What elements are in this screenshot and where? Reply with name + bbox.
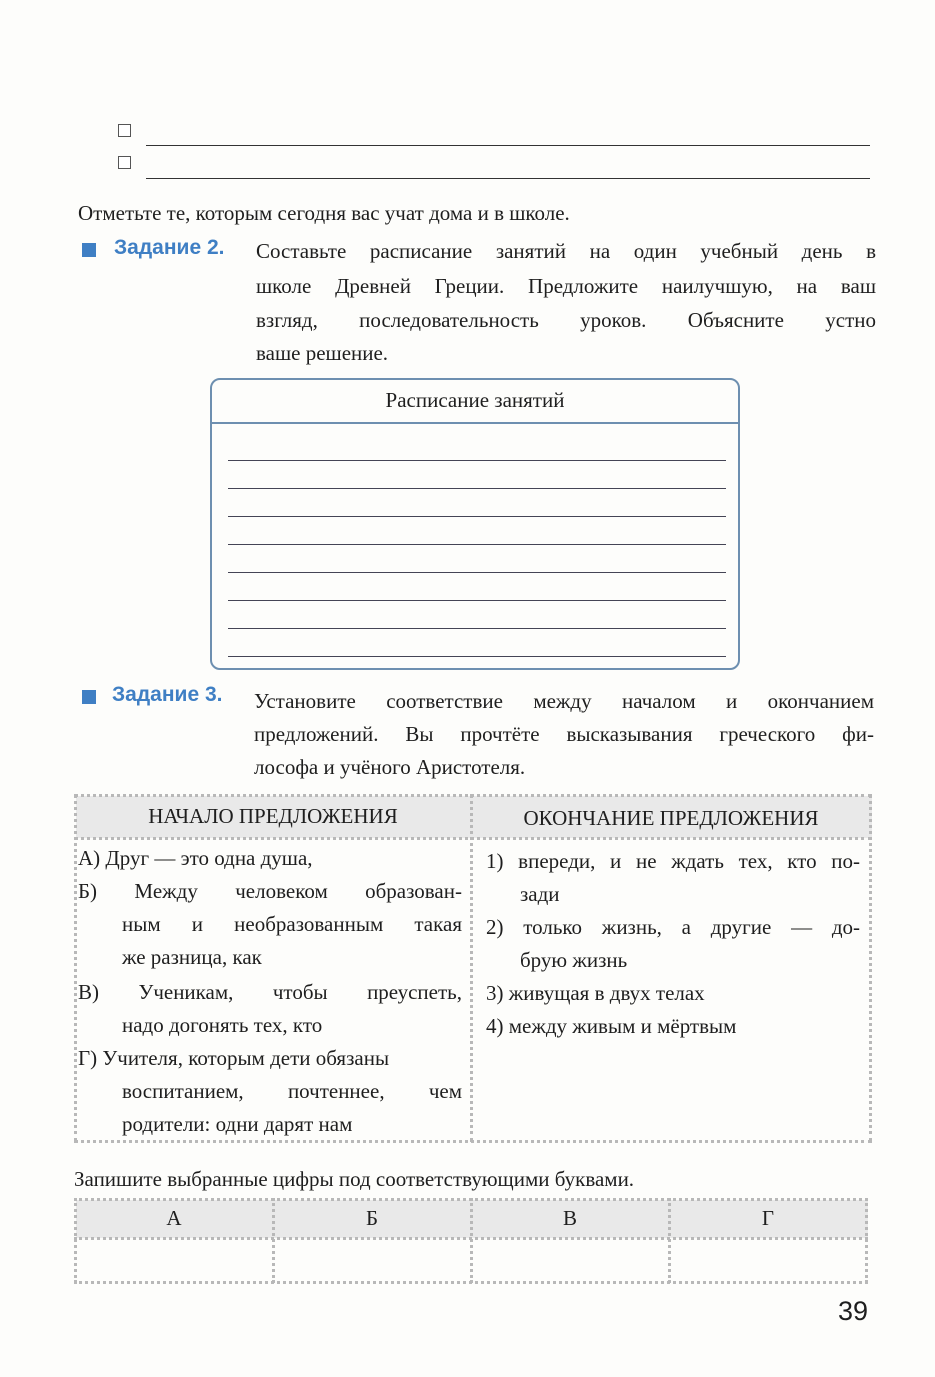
start-line: Б) Между человеком образован- (78, 879, 462, 903)
answer-letter-b: Б (365, 1206, 379, 1230)
schedule-line[interactable] (228, 488, 726, 489)
checkbox-1[interactable] (118, 124, 131, 137)
task3-label: Задание 3. (112, 683, 223, 706)
end-line: 1) впереди, и не ждать тех, кто по- (486, 849, 860, 873)
start-line: В) Ученикам, чтобы преуспеть, (78, 980, 462, 1004)
answer-letter-a: А (166, 1206, 182, 1230)
schedule-line[interactable] (228, 656, 726, 657)
start-item-v (78, 976, 462, 1042)
answer-instruction: Запишите выбранные цифры под соответствующими буквами. (74, 1167, 635, 1191)
schedule-line[interactable] (228, 572, 726, 573)
task2-label: Задание 2. (114, 236, 225, 259)
column-header-end: ОКОНЧАНИЕ ПРЕДЛОЖЕНИЯ (523, 806, 819, 830)
start-line: надо догонять тех, кто (122, 1013, 323, 1037)
task2-line-2: школе Древней Греции. Предложите наилучшую, на ваш (256, 274, 876, 298)
schedule-line[interactable] (228, 516, 726, 517)
task2-line-1: Составьте расписание занятий на один учебный день в (256, 239, 876, 263)
start-line: воспитанием, почтеннее, чем (122, 1079, 462, 1103)
end-line: брую жизнь (520, 948, 628, 972)
schedule-line[interactable] (228, 460, 726, 461)
checkbox-2[interactable] (118, 156, 131, 169)
answer-cell-a[interactable] (76, 1242, 272, 1280)
start-line: ным и необразованным такая (122, 912, 462, 936)
answer-line-2[interactable] (146, 178, 870, 179)
matching-border-right (869, 794, 872, 1142)
end-item-3: 3) живущая в двух телах (486, 981, 705, 1005)
instruction-text: Отметьте те, которым сегодня вас учат дома и в школе. (78, 201, 570, 225)
end-line: зади (520, 882, 560, 906)
answer-cell-g[interactable] (670, 1242, 866, 1280)
answer-cell-v[interactable] (472, 1242, 668, 1280)
start-line: родители: одни дарят нам (122, 1112, 353, 1136)
column-header-start: НАЧАЛО ПРЕДЛОЖЕНИЯ (148, 804, 398, 828)
task3-line-3: лософа и учёного Аристотеля. (254, 755, 526, 779)
page-number: 39 (838, 1296, 869, 1326)
task2-line-4: ваше решение. (256, 341, 389, 365)
start-item-a (78, 842, 510, 875)
end-line: 2) только жизнь, а другие — до- (486, 915, 860, 939)
start-line: Г) Учителя, которым дети обязаны (78, 1046, 390, 1070)
end-item-4: 4) между живым и мёртвым (486, 1014, 737, 1038)
answer-line-1[interactable] (146, 145, 870, 146)
schedule-divider (212, 422, 738, 424)
start-line: А) Друг — это одна душа, (78, 846, 313, 870)
task3-line-2: предложений. Вы прочтёте высказывания греческого фи- (254, 722, 874, 746)
schedule-line[interactable] (228, 600, 726, 601)
schedule-title: Расписание занятий (385, 388, 565, 412)
start-item-g (78, 1042, 462, 1141)
schedule-line[interactable] (228, 544, 726, 545)
matching-header-divider (74, 837, 872, 840)
task3-marker-icon (82, 690, 96, 704)
answer-cell-b[interactable] (274, 1242, 470, 1280)
schedule-line[interactable] (228, 628, 726, 629)
start-line: же разница, как (122, 945, 262, 969)
start-item-b (78, 875, 462, 974)
matching-border-top (74, 794, 872, 797)
end-item-2 (486, 911, 860, 977)
matching-border-left (74, 794, 77, 1142)
answer-letter-g: Г (761, 1206, 775, 1230)
task2-line-3: взгляд, последовательность уроков. Объясните устно (256, 308, 876, 332)
schedule-box (210, 378, 740, 670)
answer-letter-v: В (562, 1206, 577, 1230)
end-item-1 (486, 845, 860, 911)
task3-line-1: Установите соответствие между началом и окончанием (254, 689, 874, 713)
task2-marker-icon (82, 243, 96, 257)
